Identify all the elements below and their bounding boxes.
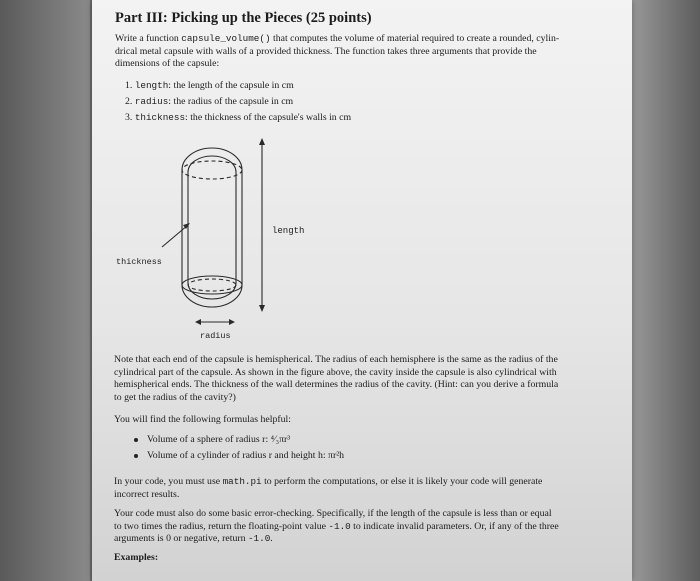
note-text: Note that each end of the capsule is hemispherical. The radius of each hemisphere is the same as the radius of the: [114, 354, 558, 365]
formula-item: Volume of a sphere of radius r: ⁴⁄₃πr³: [134, 434, 344, 450]
top-ellipse: [182, 161, 242, 179]
radius-arrowhead-left: [195, 319, 201, 325]
intro-text: Write a function: [115, 33, 182, 44]
radius-label: radius: [200, 331, 231, 341]
intro-text: drical metal capsule with walls of a provided thickness. The function takes three arguments that provide the: [115, 45, 537, 57]
capsule-diagram: [112, 135, 342, 350]
desk-background-right: [630, 0, 700, 581]
length-arrowhead-bottom: [259, 305, 265, 312]
argument-item: 3. thickness: the thickness of the capsule's walls in cm: [125, 112, 352, 123]
radius-arrowhead-right: [229, 319, 235, 325]
formulas-intro: You will find the following formulas helpful:: [114, 414, 291, 425]
thickness-label: thickness: [116, 257, 162, 267]
examples-heading: Examples:: [114, 552, 159, 563]
note-text: to get the radius of the cavity?): [114, 391, 236, 403]
argument-item: 2. radius: the radius of the capsule in cm: [125, 96, 294, 107]
outer-capsule-outline: [182, 148, 242, 307]
intro-text: that computes the volume of material required to create a rounded, cylin-: [270, 33, 560, 44]
formula-item: Volume of a cylinder of radius r and height h: πr²h: [134, 450, 344, 466]
intro-paragraph: [115, 33, 620, 71]
length-arrowhead-top: [259, 138, 265, 145]
note-text: cylindrical part of the capsule. As shown in the figure above, the cavity inside the capsule is also cylindrical with: [114, 366, 557, 378]
document-page: [92, 0, 632, 581]
argument-list: [125, 80, 351, 128]
error-paragraph: Your code must also do some basic error-checking. Specifically, if the length of the capsule is less than or equal to two times the radius, return the floating-point value -1.0 to indicate invalid parameters. Or, if any of the three arguments is 0 or negative, return -1.0.: [114, 508, 559, 544]
note-text: hemispherical ends. The thickness of the wall determines the radius of the cavity. (Hint: can you derive a formula: [114, 379, 559, 390]
function-name-code: capsule_volume(): [181, 33, 271, 44]
intro-text: dimensions of the capsule:: [115, 58, 220, 69]
formula-list: [134, 434, 344, 466]
error-value-code: -1.0: [328, 520, 351, 532]
argument-item: 1. length: the length of the capsule in cm: [125, 80, 294, 91]
bottom-ellipse: [182, 276, 242, 294]
page-title: Part III: Picking up the Pieces (25 points): [115, 10, 372, 26]
note-paragraph: [114, 354, 624, 404]
desk-background-left: [0, 0, 90, 581]
mathpi-paragraph: In your code, you must use math.pi to perform the computations, or else it is likely your code will generate incorrect results.: [114, 476, 543, 500]
length-label: length: [272, 226, 305, 236]
thickness-pointer: [162, 225, 188, 247]
bottom-inner-ellipse: [188, 279, 236, 291]
mathpi-code: math.pi: [222, 476, 262, 487]
bullet-icon: [134, 454, 138, 458]
error-value-code: -1.0: [247, 533, 271, 544]
bullet-icon: [134, 438, 138, 442]
